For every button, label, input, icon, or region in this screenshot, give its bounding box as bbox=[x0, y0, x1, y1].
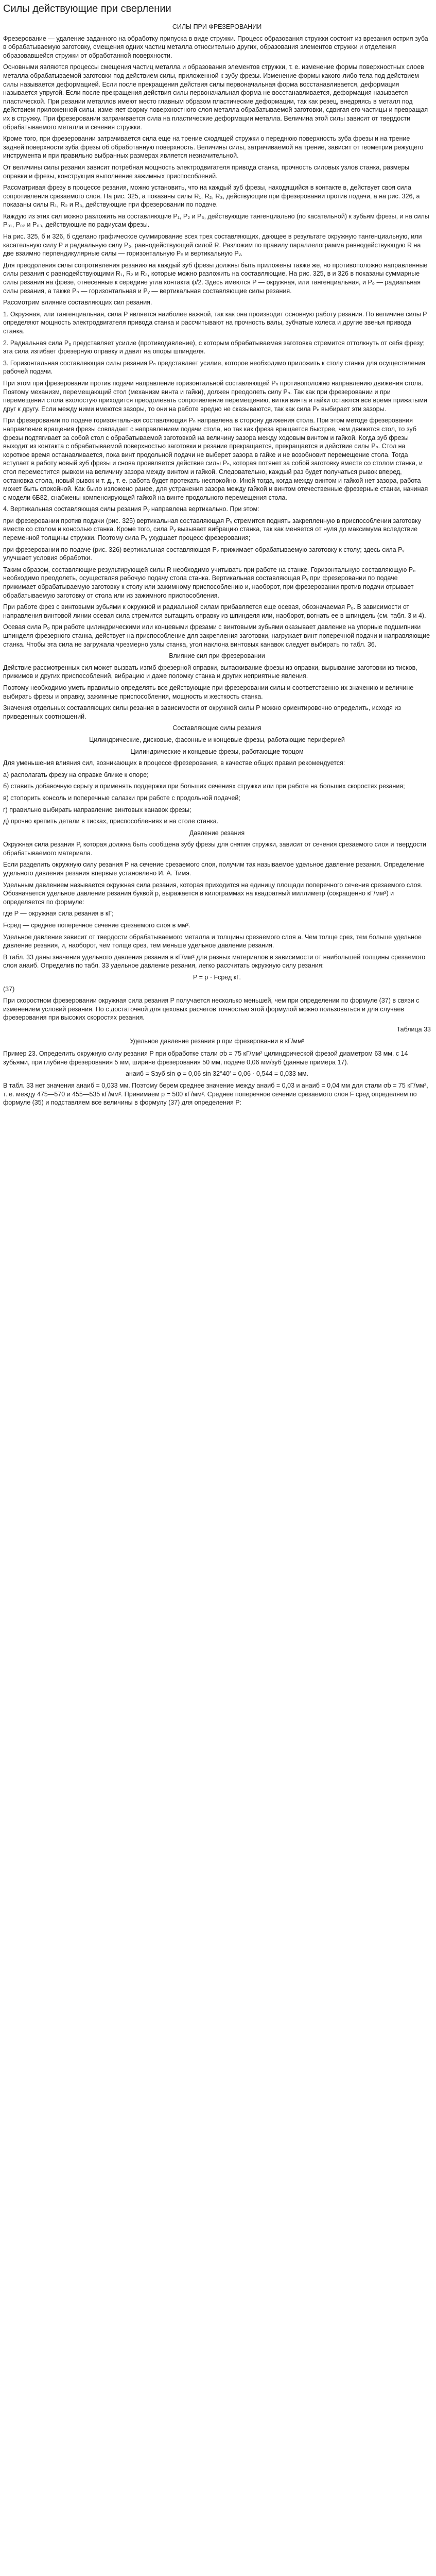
list-item: г) правильно выбирать направление винтовых канавок фрезы; bbox=[3, 806, 191, 814]
paragraph: В табл. 33 нет значения aнаиб = 0,033 мм. Поэтому берем среднее значение между aнаиб = 0,03 и aнаиб = 0,04 мм для стали σb = 75 кГ/мм², т. е. между 475—570 и 455—535 кГ/мм². Принимаем p = 500 кГ/мм². Среднее поперечное сечение срезаемого слоя F сред определяем по формуле (35) и подставляем все величины в формулу (37) для определения P: bbox=[3, 1081, 428, 1107]
table-title: Удельное давление резания p при фрезеровании в кГ/мм² bbox=[130, 1037, 304, 1045]
table-caption: Таблица 33 bbox=[396, 1025, 431, 1033]
paragraph: 3. Горизонтальная составляющая силы резания Pₙ представляет усилие, которое необходимо приложить к столу станка для осуществления рабочей подачи. bbox=[3, 359, 426, 376]
section-subheading-periphery: Цилиндрические, дисковые, фасонные и концевые фрезы, работающие периферией bbox=[89, 736, 345, 743]
paragraph: От величины силы резания зависит потребная мощность электродвигателя привода станка, прочность силовых узлов станка, размеры оправки и фрезы, конструкция выполнение зажимных приспособлений. bbox=[3, 163, 410, 180]
page-title: Силы действующие при сверлении bbox=[3, 3, 171, 14]
list-item: в) стопорить консоль и поперечные салазки при работе с продольной подачей; bbox=[3, 794, 240, 802]
paragraph: Основными являются процессы смещения частиц металла и образования элементов стружки, т. е. изменение формы поверхностных слоев металла обрабатываемой заготовки под действием силы, приложенной к зубу фрезы. Изменение формы какого-либо тела под действием силы называется деформацией. Если после прекращения действия силы первоначальная форма восстанавливается, деформация называется упругой. Если после прекращения действия силы первоначальная форма не восстанавливается, деформация называется пластической. При резании металлов имеют место главным образом пластические деформации, так как резец, внедряясь в металл под действием приложенной силы, изменяет форму поверхностного слоя металла обрабатываемой заготовки, сдвигая его частицы и превращая их в стружку. При фрезеровании затрачивается сила на пластические деформации металла. Величина этой силы зависит от твердости обрабатываемого металла и сечения стружки. bbox=[3, 63, 428, 131]
section-heading-influence: Влияние сил при фрезеровании bbox=[169, 652, 265, 660]
paragraph: Пример 23. Определить окружную силу резания P при обработке стали σb = 75 кГ/мм² цилиндрической фрезой диаметром 63 мм, с 14 зубьями, при глубине фрезерования 5 мм, ширине фрезерования 50 мм, подаче 0,06 мм/зуб (данные примера 17). bbox=[3, 1050, 408, 1066]
paragraph: где P — окружная сила резания в кГ; bbox=[3, 910, 114, 918]
paragraph: 4. Вертикальная составляющая силы резания Pᵥ направлена вертикально. При этом: bbox=[3, 505, 259, 513]
paragraph: Если разделить окружную силу резания P на сечение срезаемого слоя, получим так называемое удельное давление резания. Определение удельного давления резания впервые установлено И. А. Тимэ. bbox=[3, 861, 425, 877]
paragraph: На рис. 325, б и 326, б сделано графическое суммирование всех трех составляющих, дающее в результате окружную тангенциальную, или касательную силу P и радиальную силу P₀, равнодействующей силой R. Разложим по правилу параллелограмма равнодействующую R на две взаимно перпендикулярные силы — горизонтальную Pₙ и вертикальную Pᵥ. bbox=[3, 233, 422, 258]
paragraph: Фрезерование — удаление заданного на обработку припуска в виде стружки. Процесс образования стружки состоит из врезания острия зуба в обрабатываемую заготовку, смещения одних частиц металла относительно других, образования элементов стружки и отделения образовавшейся стружки от обработанной поверхности. bbox=[3, 35, 428, 59]
list-item: д) прочно крепить детали в тисках, приспособлениях и на столе станка. bbox=[3, 818, 219, 825]
section-heading-components: Составляющие силы резания bbox=[172, 724, 261, 732]
section-heading-forces: СИЛЫ ПРИ ФРЕЗЕРОВАНИИ bbox=[172, 23, 262, 30]
formula: P = p · Fсред кГ. bbox=[193, 974, 241, 981]
section-subheading-face: Цилиндрические и концевые фрезы, работающие торцом bbox=[130, 748, 304, 755]
paragraph: Каждую из этих сил можно разложить на составляющие P₁, P₂ и P₃, действующие тангенциально (по касательной) к зубьям фрезы, и на силы P₀₁, P₀₂ и P₀₃, действующие по радиусам фрезы. bbox=[3, 212, 429, 229]
list-item: а) располагать фрезу на оправке ближе к опоре; bbox=[3, 771, 149, 778]
paragraph: Рассматривая фрезу в процессе резания, можно установить, что на каждый зуб фрезы, находящийся в контакте в, действует своя сила сопротивления срезаемого слоя. На рис. 325, а показаны силы R₁, R₂, R₃, действующие при фрезеровании против подачи, а на рис. 326, а показаны силы R₁, R₂ и R₃, действующие при фрезеровании по подаче. bbox=[3, 184, 420, 209]
paragraph: Действие рассмотренных сил может вызвать изгиб фрезерной оправки, вытаскивание фрезы из оправки, вырывание заготовки из тисков, прижимов и других приспособлений, вибрацию и даже поломку станка и других неприятные явления. bbox=[3, 664, 417, 680]
page bbox=[0, 0, 436, 1121]
paragraph: При работе фрез с винтовыми зубьями к окружной и радиальной силам прибавляется еще осевая, обозначаемая Pₒ. В зависимости от направления винтовой линии осевая сила стремится вытащить оправку из шпинделя или, наоборот, вогнать ее в шпиндель (см. табл. 3 и 4). bbox=[3, 603, 426, 619]
paragraph: Fсред — среднее поперечное сечение срезаемого слоя в мм². bbox=[3, 922, 190, 929]
paragraph: Для преодоления силы сопротивления резанию на каждый зуб фрезы должны быть приложены также же, но противоположно направленные силы резания с равнодействующими R₁, R₂ и R₃, которые можно разложить на составляющие. На рис. 325, в и 326 в показаны суммарные силы резания на фрезе, отнесенные к середине угла контакта ψ/2. Здесь имеются P — окружная, или тангенциальная, и P₀ — радиальная силы резания, а также Pₙ — горизонтальная и Pᵥ — вертикальная составляющие силы резания. bbox=[3, 261, 428, 295]
paragraph: При скоростном фрезеровании окружная сила резания P получается несколько меньшей, чем при определении по формуле (37) в связи с изменением условий резания. Но с достаточной для цеховых расчетов точностью этой формулой можно пользоваться и для случаев фрезерования при высоких скоростях резания. bbox=[3, 997, 420, 1022]
paragraph: Осевая сила Pₒ при работе цилиндрическими или концевыми фрезами с винтовыми зубьями оказывает давление на упорные подшипники шпинделя фрезерного станка, действует на приспособление для закрепления заготовки, нагружает винт поперечной подачи и направляющие станка. Чтобы эта сила не загружала чрезмерно узлы станка, угол наклона винтовых канавок следует выбирать по табл. 36. bbox=[3, 623, 430, 648]
paragraph: Окружная сила резания P, которая должна быть сообщена зубу фрезы для снятия стружки, зависит от сечения срезаемого слоя и твердости обрабатываемого материала. bbox=[3, 841, 427, 857]
list-item: б) ставить добавочную серьгу и применять поддержки при больших сечениях стружки или при работе на больших скоростях резания; bbox=[3, 783, 405, 790]
paragraph: Значения отдельных составляющих силы резания в зависимости от окружной силы P можно ориентировочно определить, исходя из приведенных соотношений. bbox=[3, 704, 402, 720]
formula: aнаиб = Sзуб sin φ = 0,06 sin 32°40' = 0,06 · 0,544 = 0,033 мм. bbox=[125, 1070, 309, 1078]
paragraph: Поэтому необходимо уметь правильно определять все действующие при фрезеровании силы и соответственно их значению и величине выбирать фрезы и оправку, зажимные приспособления, мощность и жесткость станка. bbox=[3, 684, 414, 700]
paragraph: При фрезеровании по подаче горизонтальная составляющая Pₙ направлена в сторону движения стола. При этом методе фрезерования направление вращения фрезы совпадает с направлением подачи стола, но так как фреза вращается быстрее, чем движется стол, то зуб фрезы подтягивает за собой стол с обрабатываемой заготовкой на величину зазора между ходовым винтом и гайкой. Когда зуб фрезы выходит из контакта с обрабатываемой поверхностью заготовки и резание прекращается, прекращается и действие силы Pₙ. Стол на короткое время останавливается, пока винт продольной подачи не выберет зазора в гайке и не возобновит перемещение стола. Тогда вступает в работу новый зуб фрезы и снова проявляется действие силы Pₙ, которая потянет за собой заготовку вместе со столом станка, и стол переместится рывком на величину зазора между винтом и гайкой. Следовательно, каждый раз будет получаться рывок вперед, остановка стола, новый рывок и т. д., т. е. работа будет протекать неспокойно. Иной тогда, когда между винтом и гайкой нет зазора, работа может быть спокойной. Как было изложено ранее, для устранения зазора между гайкой и винтом отечественные фрезерные станки, начиная с модели 6Б82, снабжены компенсирующей гайкой на винте продольного перемещения стола. bbox=[3, 417, 428, 501]
paragraph: Удельное давление зависит от твердости обрабатываемого металла и толщины срезаемого слоя a. Чем толще срез, тем больше удельное давление резания, и, наоборот, чем толще срез, тем меньше удельное давление резания. bbox=[3, 933, 422, 950]
paragraph: Кроме того, при фрезеровании затрачивается сила еще на трение сходящей стружки о переднюю поверхность зуба фрезы и на трение задней поверхности зуба фрезы об обработанную поверхность. Величины силы, затрачиваемой на трение, зависит от геометрии режущего инструмента и при правильно выбранных размерах является незначительной. bbox=[3, 135, 424, 160]
paragraph: при фрезеровании по подаче (рис. 326) вертикальная составляющая Pᵥ прижимает обрабатываемую заготовку к столу; здесь сила Pᵥ улучшает условия обработки. bbox=[3, 546, 405, 562]
paragraph: при фрезеровании против подачи (рис. 325) вертикальная составляющая Pᵥ стремится поднять закрепленную в приспособлении заготовку вместе со столом и консолью станка. Кроме того, сила Pᵥ вызывает вибрацию станка, так как меняется от нуля до максимума вследствие переменной толщины стружки. Поэтому сила Pᵥ ухудшает процесс фрезерования; bbox=[3, 517, 421, 542]
section-heading-pressure: Давление резания bbox=[189, 829, 245, 837]
paragraph: При этом при фрезеровании против подачи направление горизонтальной составляющей Pₙ противоположно направлению движения стола. Поэтому механизм, перемещающий стол (механизм винта и гайки), должен преодолеть силу Pₙ. Так как при фрезеровании и при перемещении стола вхолостую приходится преодолевать сопротивление перемещению, витки винта и гайки остаются все время прижатыми друг к другу. Если между ними имеются зазоры, то они на работе вредно не сказываются, так как сила Pₙ выбирает эти зазоры. bbox=[3, 379, 427, 413]
paragraph: Рассмотрим влияние составляющих сил резания. bbox=[3, 299, 152, 307]
paragraph: 1. Окружная, или тангенциальная, сила P является наиболее важной, так как она производит основную работу резания. По величине силы P определяют мощность электродвигателя привода станка и рассчитывают на прочность валы, зубчатые колеса и другие звенья привода станка. bbox=[3, 310, 427, 335]
paragraph: Для уменьшения влияния сил, возникающих в процессе фрезерования, в качестве общих правил рекомендуется: bbox=[3, 759, 345, 767]
paragraph: 2. Радиальная сила P₀ представляет усилие (противодавление), с которым обрабатываемая заготовка стремится оттолкнуть от себя фрезу; эта сила изгибает фрезерную оправку и давит на опоры шпинделя. bbox=[3, 339, 425, 355]
equation-number: (37) bbox=[3, 985, 15, 993]
paragraph: Удельным давлением называется окружная сила резания, которая приходится на единицу площади поперечного сечения срезаемого слоя. Обозначается удельное давление резания буквой p, выражается в килограммах на квадратный миллиметр (сокращенно кГ/мм²) и определяется по формуле: bbox=[3, 881, 423, 906]
paragraph: Таким образом, составляющие результирующей силы R необходимо учитывать при работе на станке. Горизонтальную составляющую Pₙ необходимо преодолеть, осуществляя рабочую подачу стола станка. Вертикальная составляющая Pᵥ при фрезеровании по подаче прижимает обрабатываемую заготовку к столу или зажимному приспособлению и, наоборот, при фрезеровании против подачи отрывает обрабатываемую заготовку от стола или из зажимного приспособления. bbox=[3, 566, 416, 599]
paragraph: В табл. 33 даны значения удельного давления резания в кГ/мм² для разных материалов в зависимости от наибольшей толщины срезаемого слоя aнаиб. Определив по табл. 33 удельное давление резания, легко рассчитать окружную силу резания: bbox=[3, 953, 426, 970]
